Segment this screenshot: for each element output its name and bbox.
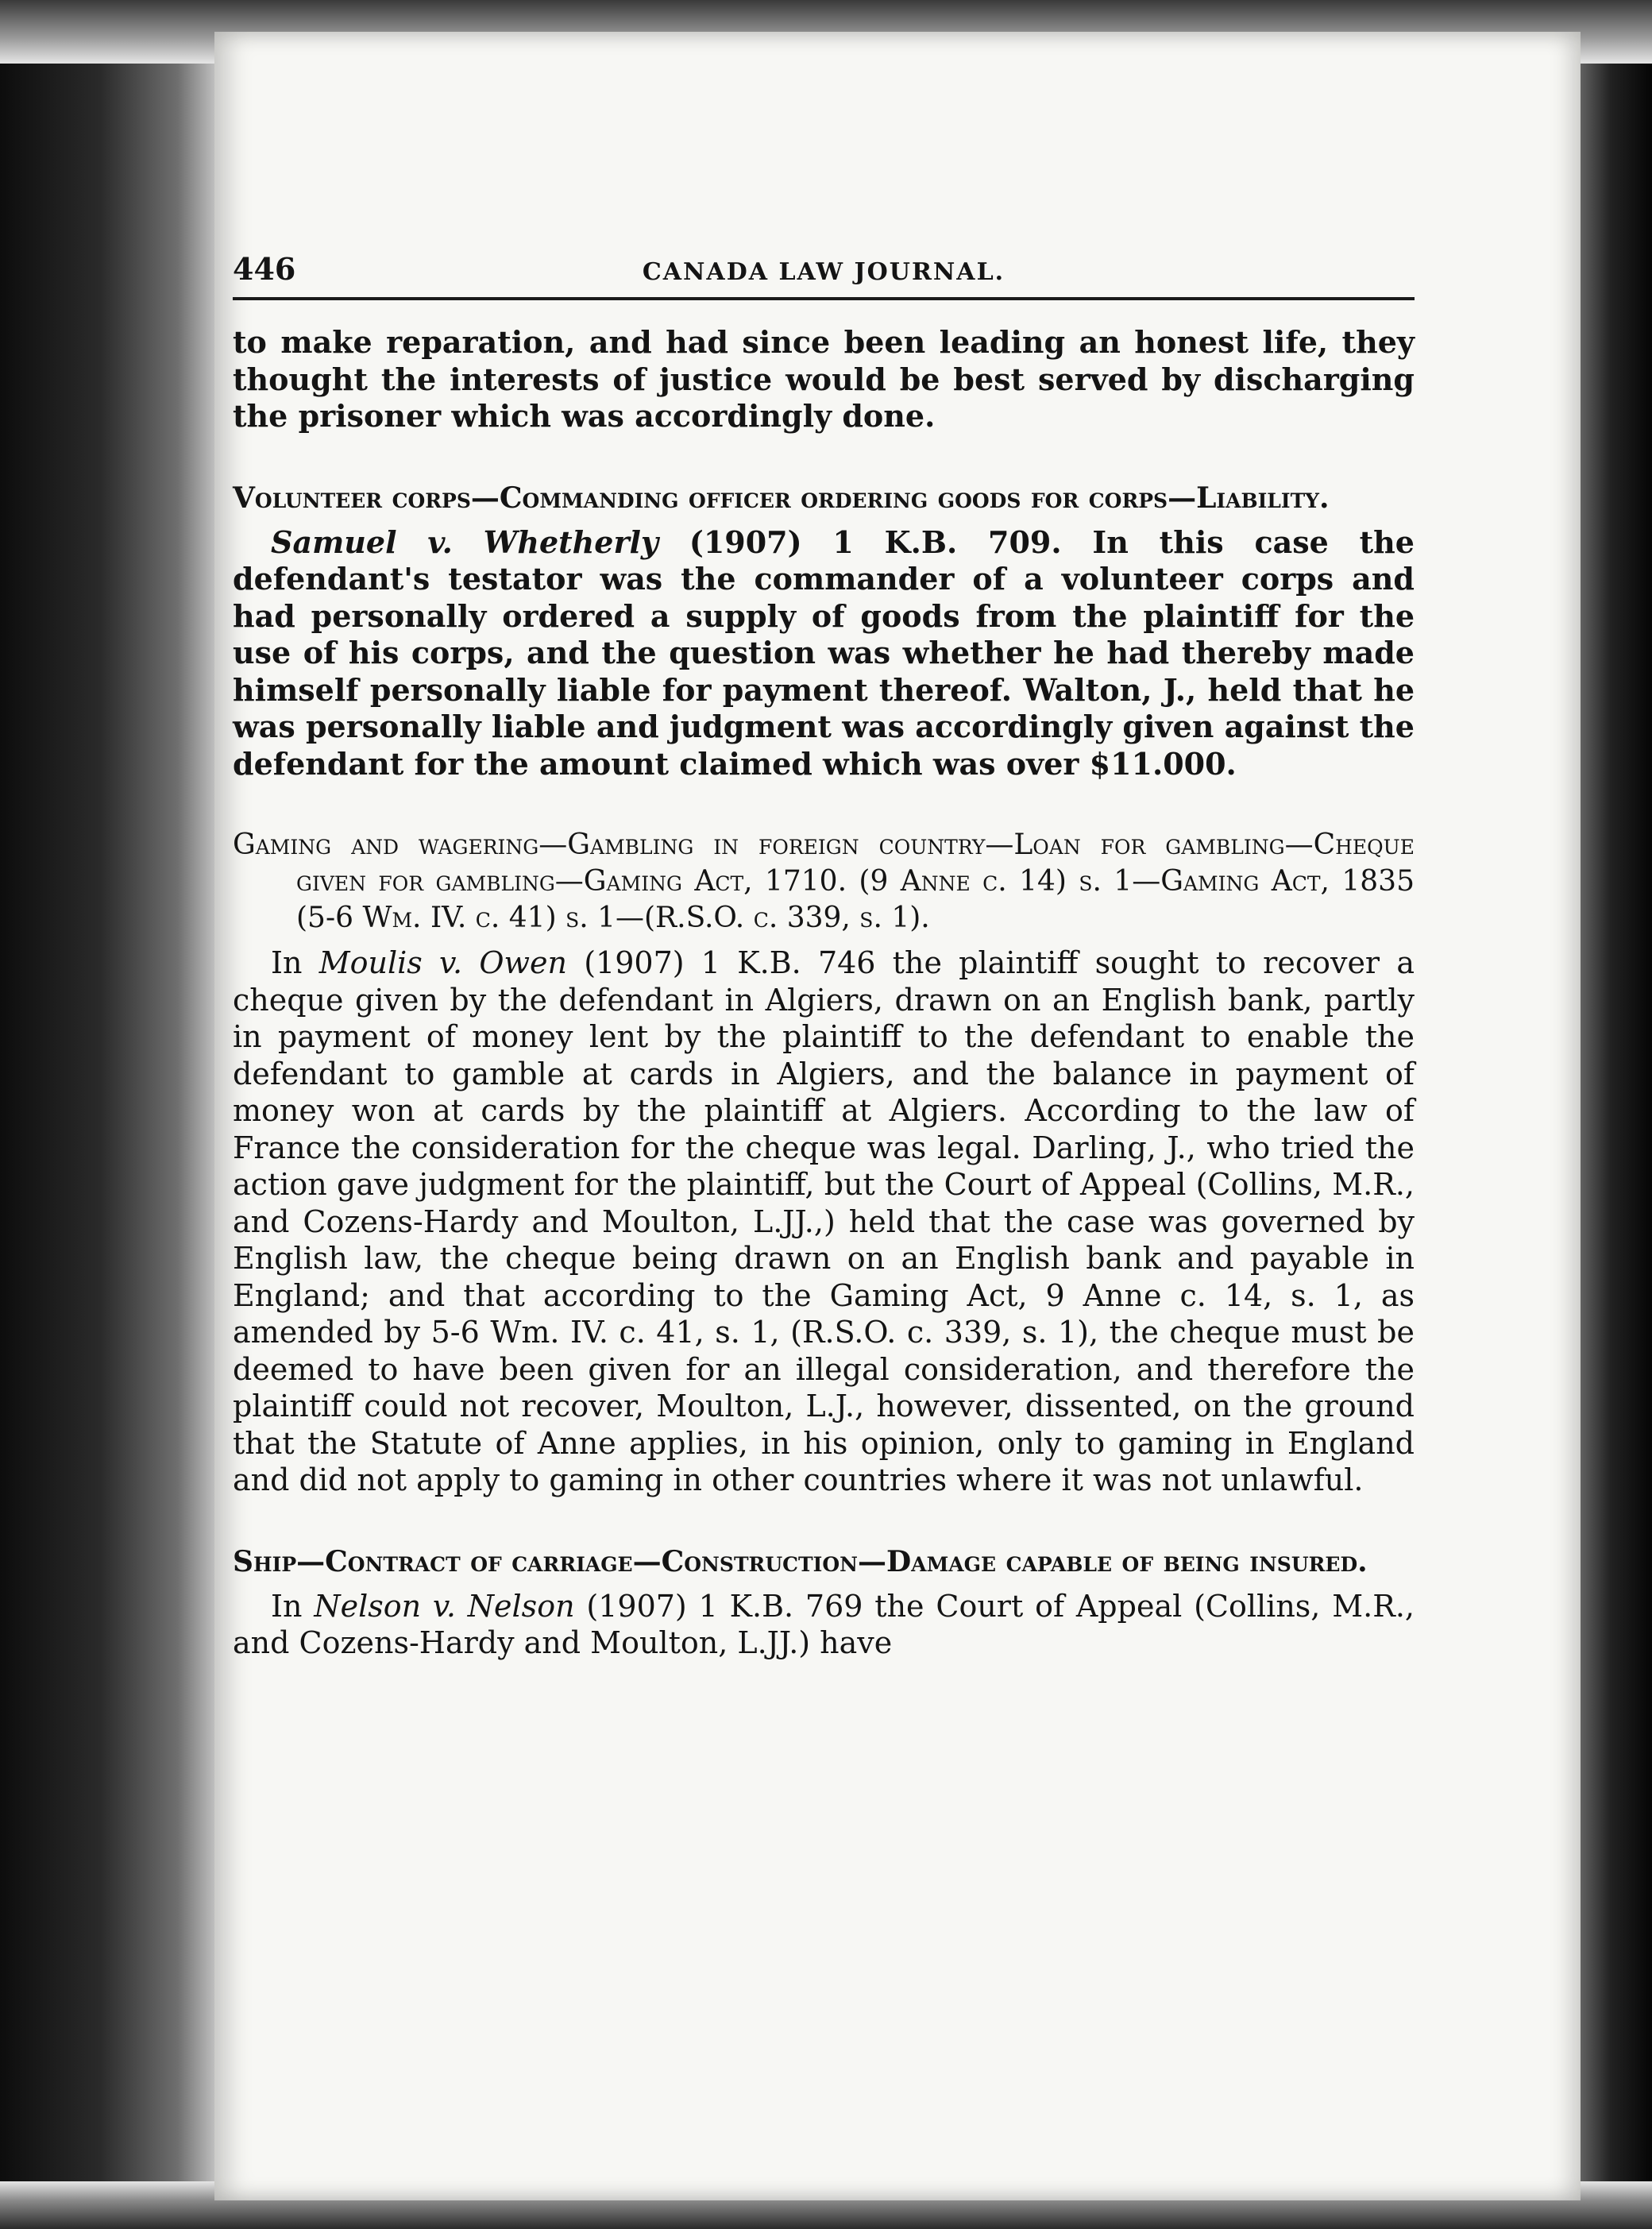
scan-border-left	[0, 0, 222, 2229]
journal-title: CANADA LAW JOURNAL.	[642, 258, 1005, 286]
case-lead: In	[271, 1588, 315, 1624]
page-number: 446	[233, 251, 296, 287]
case-name: Samuel v. Whetherly	[271, 523, 659, 560]
section-heading-ship: Ship—Contract of carriage—Construction—Damage capable of being insured.	[233, 1544, 1368, 1578]
running-head	[233, 251, 1415, 300]
case-text: (1907) 1 K.B. 709. In this case the defendant's testator was the commander of a volunteer corps and had personally ordered a supply of goods from the plaintiff for the use of his corps, and the question was whether he had thereby made himself personally liable for payment thereof. Walton, J., held that he was personally liable and judgment was accordingly given against the defendant for the amount claimed which was over $11.000.	[233, 523, 1415, 782]
section-body-ship	[233, 1588, 1415, 1662]
case-name: Nelson v. Nelson	[314, 1588, 575, 1624]
section-heading-volunteer-corps: Volunteer corps—Commanding officer ordering goods for corps—Liability.	[233, 481, 1330, 515]
section-body-gaming	[233, 945, 1415, 1499]
section-body-volunteer-corps	[233, 524, 1415, 783]
section-heading-gaming: Gaming and wagering—Gambling in foreign country—Loan for gambling—Cheque given for gambling—Gaming Act, 1710. (9 Anne c. 14) s. 1—Gaming Act, 1835 (5-6 Wm. IV. c. 41) s. 1—(R.S.O. c. 339, s. 1).	[233, 829, 1415, 934]
case-name: Moulis v. Owen	[318, 945, 567, 980]
opening-paragraph: to make reparation, and had since been leading an honest life, they thought the interests of justice would be best served by discharging the prisoner which was accordingly done.	[233, 324, 1415, 434]
page-content	[233, 251, 1415, 1662]
case-text: (1907) 1 K.B. 769 the Court of Appeal (Collins, M.R., and Cozens-Hardy and Moulton, L.JJ.) have	[233, 1588, 1415, 1660]
case-text: (1907) 1 K.B. 746 the plaintiff sought to recover a cheque given by the defendant in Algiers, drawn on an English bank, partly in payment of money lent by the plaintiff to the defendant to enable the defendant to gamble at cards in Algiers, and the balance in payment of money won at cards by the plaintiff at Algiers. According to the law of France the consideration for the cheque was legal. Darling, J., who tried the action gave judgment for the plaintiff, but the Court of Appeal (Collins, M.R., and Cozens-Hardy and Moulton, L.JJ.,) held that the case was governed by English law, the cheque being drawn on an English bank and payable in England; and that according to the Gaming Act, 9 Anne c. 14, s. 1, as amended by 5-6 Wm. IV. c. 41, s. 1, (R.S.O. c. 339, s. 1), the cheque must be deemed to have been given for an illegal consideration, and therefore the plaintiff could not recover, Moulton, L.J., however, dissented, on the ground that the Statute of Anne applies, in his opinion, only to gaming in England and did not apply to gaming in other countries where it was not unlawful.	[233, 945, 1415, 1497]
case-lead: In	[271, 945, 319, 980]
